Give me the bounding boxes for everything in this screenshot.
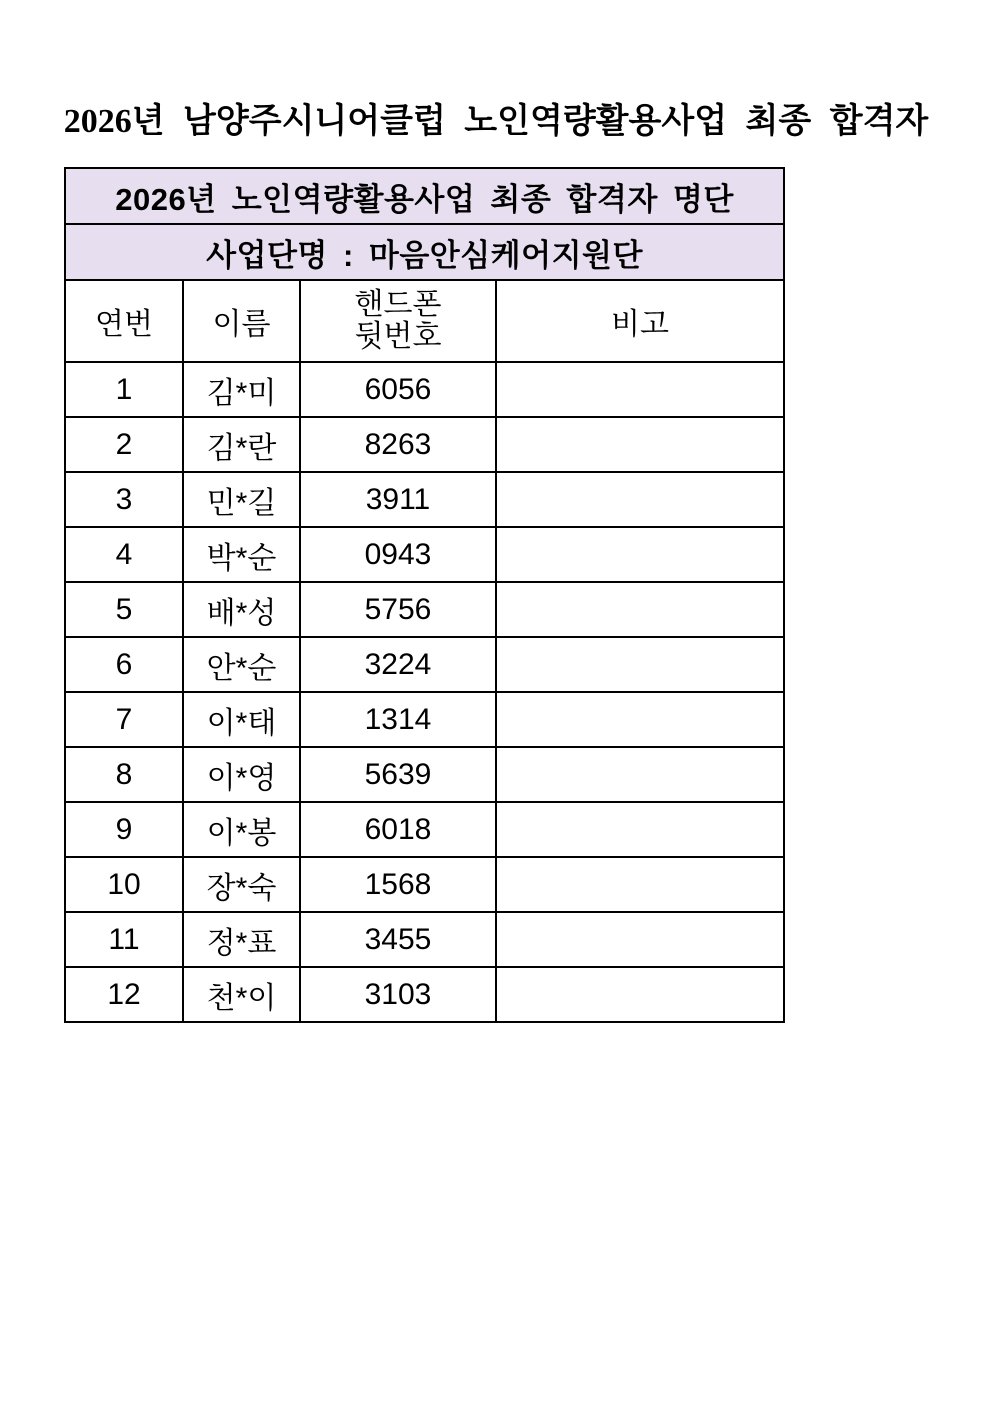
row-phone-cell: 3103	[300, 967, 496, 1022]
row-phone-cell: 3224	[300, 637, 496, 692]
row-name-cell: 김*미	[183, 362, 300, 417]
row-name-cell: 이*영	[183, 747, 300, 802]
table-title: 2026년 노인역량활용사업 최종 합격자 명단	[65, 168, 784, 224]
row-note-cell	[496, 967, 784, 1022]
row-number-cell: 5	[65, 582, 183, 637]
row-phone-cell: 6056	[300, 362, 496, 417]
table-row	[65, 582, 784, 637]
row-note-cell	[496, 527, 784, 582]
row-note-cell	[496, 912, 784, 967]
col-header-phone-line2: 뒷번호	[354, 320, 442, 354]
table-row	[65, 472, 784, 527]
row-note-cell	[496, 582, 784, 637]
col-header-note: 비고	[496, 280, 784, 362]
table-row	[65, 967, 784, 1022]
col-header-phone	[300, 280, 496, 362]
row-note-cell	[496, 857, 784, 912]
table-row	[65, 637, 784, 692]
row-name-cell: 이*태	[183, 692, 300, 747]
table-row	[65, 527, 784, 582]
row-name-cell: 천*이	[183, 967, 300, 1022]
row-number-cell: 2	[65, 417, 183, 472]
row-number-cell: 9	[65, 802, 183, 857]
row-note-cell	[496, 637, 784, 692]
row-name-cell: 민*길	[183, 472, 300, 527]
col-header-no: 연번	[65, 280, 183, 362]
col-header-name: 이름	[183, 280, 300, 362]
row-number-cell: 8	[65, 747, 183, 802]
table-row	[65, 857, 784, 912]
row-number-cell: 10	[65, 857, 183, 912]
row-note-cell	[496, 472, 784, 527]
row-name-cell: 김*란	[183, 417, 300, 472]
row-number-cell: 6	[65, 637, 183, 692]
row-number-cell: 11	[65, 912, 183, 967]
table-body	[65, 168, 784, 1022]
row-phone-cell: 0943	[300, 527, 496, 582]
row-phone-cell: 5639	[300, 747, 496, 802]
row-phone-cell: 3911	[300, 472, 496, 527]
table-row	[65, 802, 784, 857]
row-number-cell: 12	[65, 967, 183, 1022]
column-header-row	[65, 280, 784, 362]
row-phone-cell: 5756	[300, 582, 496, 637]
page-title: 2026년 남양주시니어클럽 노인역량활용사업 최종 합격자	[63, 103, 929, 140]
table-subtitle: 사업단명 : 마음안심케어지원단	[65, 224, 784, 280]
row-note-cell	[496, 417, 784, 472]
row-phone-cell: 6018	[300, 802, 496, 857]
table-row	[65, 747, 784, 802]
table-row	[65, 692, 784, 747]
row-number-cell: 1	[65, 362, 183, 417]
row-number-cell: 4	[65, 527, 183, 582]
row-name-cell: 정*표	[183, 912, 300, 967]
row-name-cell: 장*숙	[183, 857, 300, 912]
row-name-cell: 배*성	[183, 582, 300, 637]
row-name-cell: 박*순	[183, 527, 300, 582]
row-name-cell: 이*봉	[183, 802, 300, 857]
table-row	[65, 417, 784, 472]
table-subtitle-row	[65, 224, 784, 280]
row-note-cell	[496, 802, 784, 857]
results-table	[64, 167, 785, 1023]
row-phone-cell: 1568	[300, 857, 496, 912]
table-row	[65, 362, 784, 417]
row-note-cell	[496, 747, 784, 802]
table-title-row	[65, 168, 784, 224]
row-phone-cell: 1314	[300, 692, 496, 747]
row-phone-cell: 3455	[300, 912, 496, 967]
row-note-cell	[496, 362, 784, 417]
table-row	[65, 912, 784, 967]
col-header-phone-line1: 핸드폰	[354, 288, 442, 321]
row-number-cell: 7	[65, 692, 183, 747]
row-note-cell	[496, 692, 784, 747]
row-phone-cell: 8263	[300, 417, 496, 472]
row-name-cell: 안*순	[183, 637, 300, 692]
row-number-cell: 3	[65, 472, 183, 527]
